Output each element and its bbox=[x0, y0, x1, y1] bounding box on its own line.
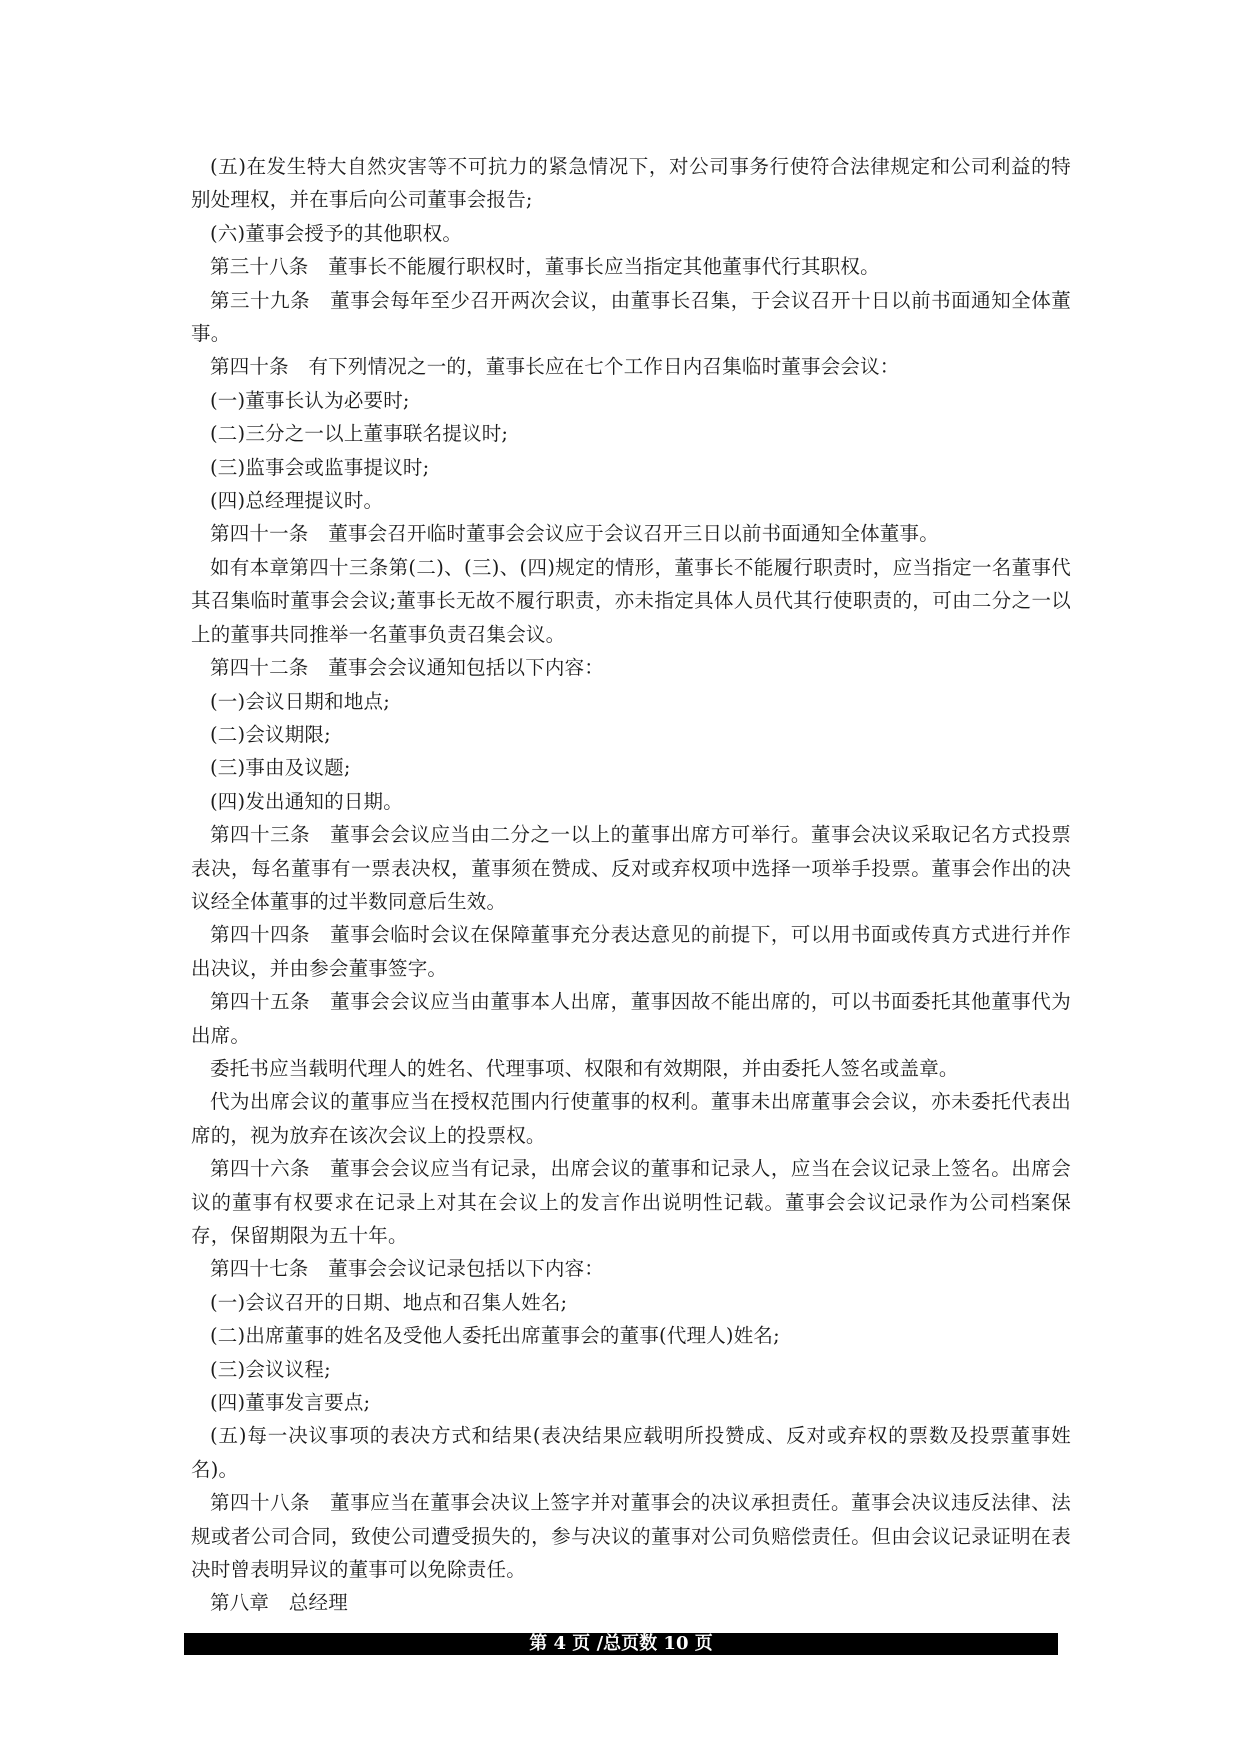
paragraph: 第四十七条 董事会会议记录包括以下内容： bbox=[210, 1257, 605, 1281]
paragraph: 第四十条 有下列情况之一的，董事长应在七个工作日内召集临时董事会会议： bbox=[210, 355, 900, 379]
chapter-heading: 第八章 总经理 bbox=[210, 1591, 348, 1615]
paragraph: 第四十六条 董事会会议应当有记录，出席会议的董事和记录人，应当在会议记录上签名。出席会议的董事有权要求在记录上对其在会议上的发言作出说明性记载。董事会会议记录作为公司档案保存，保留期限为五十年。 bbox=[191, 1157, 1071, 1247]
paragraph: (四)发出通知的日期。 bbox=[210, 789, 403, 813]
paragraph: 第三十九条 董事会每年至少召开两次会议，由董事长召集，于会议召开十日以前书面通知全体董事。 bbox=[191, 288, 1071, 346]
document-body bbox=[191, 150, 1071, 1620]
paragraph: 第四十四条 董事会临时会议在保障董事充分表达意见的前提下，可以用书面或传真方式进行并作出决议，并由参会董事签字。 bbox=[191, 923, 1071, 980]
paragraph: 如有本章第四十三条第(二)、(三)、(四)规定的情形，董事长不能履行职责时，应当指定一名董事代其召集临时董事会会议;董事长无故不履行职责，亦未指定具体人员代其行使职责的，可由二分之一以上的董事共同推举一名董事负责召集会议。 bbox=[191, 555, 1071, 646]
paragraph: (二)会议期限; bbox=[210, 722, 331, 746]
paragraph: (五)每一决议事项的表决方式和结果(表决结果应载明所投赞成、反对或弃权的票数及投票董事姓名)。 bbox=[191, 1424, 1071, 1481]
paragraph: (二)三分之一以上董事联名提议时; bbox=[210, 422, 509, 446]
paragraph: (六)董事会授予的其他职权。 bbox=[210, 221, 463, 245]
paragraph: 第四十一条 董事会召开临时董事会会议应于会议召开三日以前书面通知全体董事。 bbox=[210, 522, 939, 546]
paragraph: 第四十二条 董事会会议通知包括以下内容： bbox=[210, 656, 605, 680]
paragraph: 代为出席会议的董事应当在授权范围内行使董事的权利。董事未出席董事会会议，亦未委托代表出席的，视为放弃在该次会议上的投票权。 bbox=[191, 1090, 1071, 1147]
paragraph: (四)总经理提议时。 bbox=[210, 489, 384, 513]
paragraph: (一)会议日期和地点; bbox=[210, 689, 390, 713]
page-footer bbox=[184, 1633, 1058, 1655]
paragraph: 第四十三条 董事会会议应当由二分之一以上的董事出席方可举行。董事会决议采取记名方式投票表决，每名董事有一票表决权，董事须在赞成、反对或弃权项中选择一项举手投票。董事会作出的决议经全体董事的过半数同意后生效。 bbox=[191, 823, 1071, 913]
paragraph: (五)在发生特大自然灾害等不可抗力的紧急情况下，对公司事务行使符合法律规定和公司利益的特别处理权，并在事后向公司董事会报告; bbox=[191, 155, 1071, 212]
paragraph: (三)监事会或监事提议时; bbox=[210, 455, 430, 479]
paragraph: (一)董事长认为必要时; bbox=[210, 388, 410, 412]
paragraph: 第四十八条 董事应当在董事会决议上签字并对董事会的决议承担责任。董事会决议违反法律、法规或者公司合同，致使公司遭受损失的，参与决议的董事对公司负赔偿责任。但由会议记录证明在表决时曾表明异议的董事可以免除责任。 bbox=[191, 1491, 1071, 1582]
paragraph: (三)会议议程; bbox=[210, 1357, 331, 1381]
paragraph: 第三十八条 董事长不能履行职权时，董事长应当指定其他董事代行其职权。 bbox=[210, 255, 880, 279]
paragraph: 委托书应当载明代理人的姓名、代理事项、权限和有效期限，并由委托人签名或盖章。 bbox=[210, 1056, 959, 1080]
paragraph: (四)董事发言要点; bbox=[210, 1391, 371, 1415]
page-number-label: 第 4 页 /总页数 10 页 bbox=[529, 1633, 713, 1654]
paragraph: (三)事由及议题; bbox=[210, 756, 351, 780]
paragraph: (二)出席董事的姓名及受他人委托出席董事会的董事(代理人)姓名; bbox=[210, 1324, 780, 1348]
paragraph: (一)会议召开的日期、地点和召集人姓名; bbox=[210, 1290, 568, 1314]
paragraph: 第四十五条 董事会会议应当由董事本人出席，董事因故不能出席的，可以书面委托其他董事代为出席。 bbox=[191, 990, 1071, 1047]
